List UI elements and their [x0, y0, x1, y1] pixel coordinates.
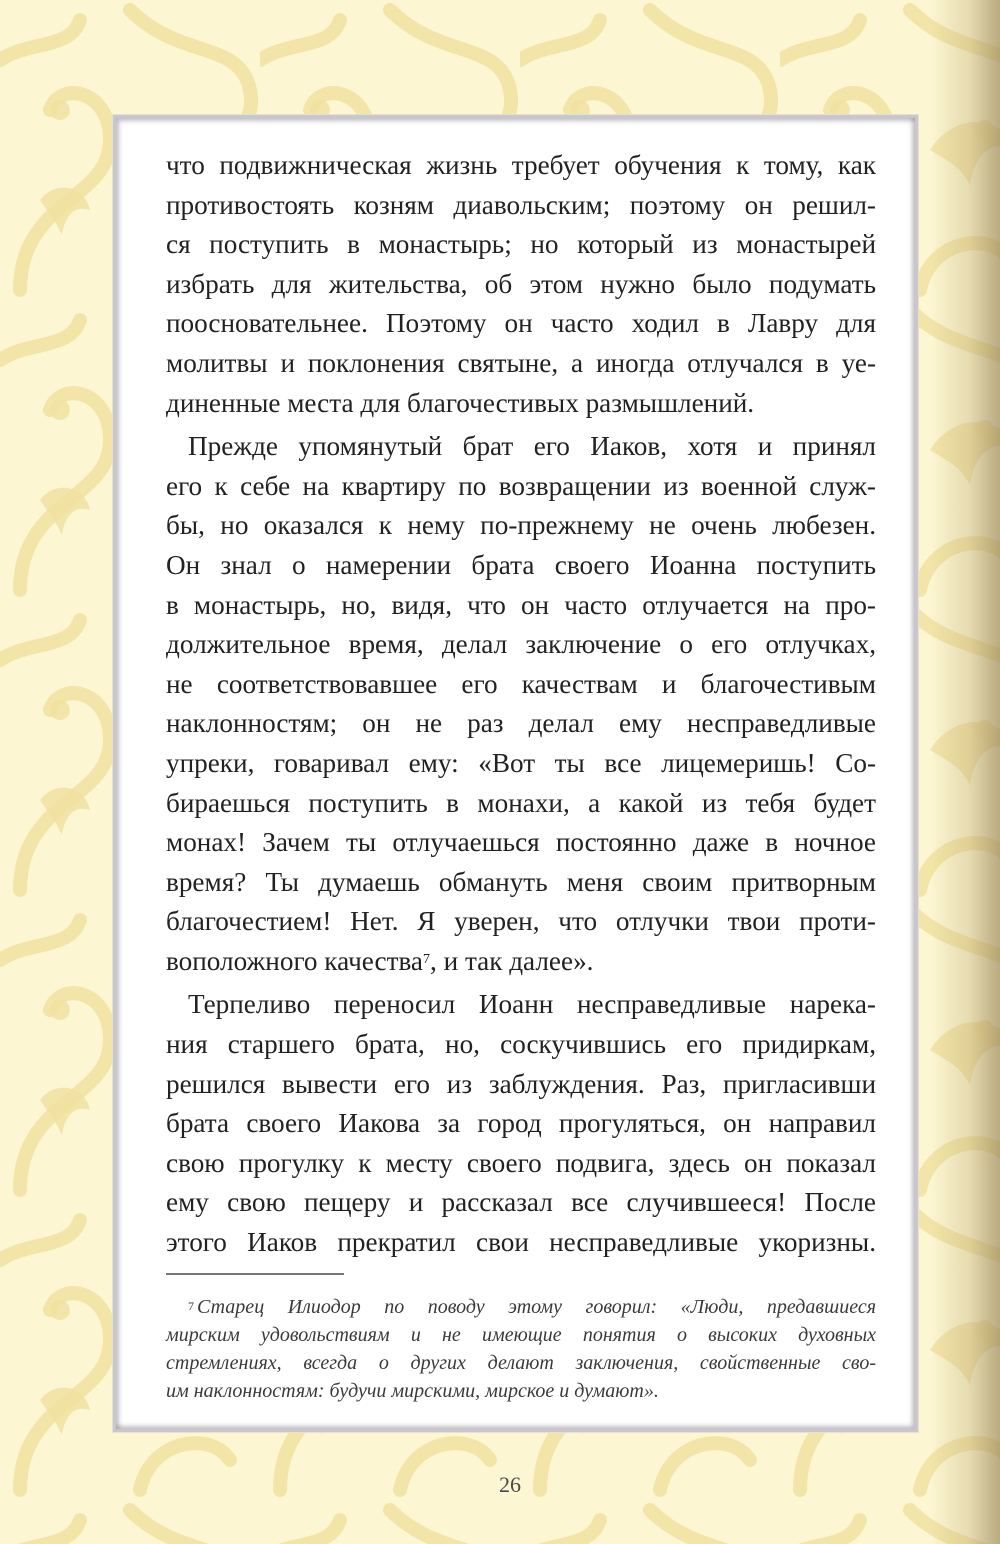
text-line: брата своего Иакова за город прогуляться, он направил: [166, 1108, 876, 1139]
text-line-with-footnote-ref: [166, 942, 876, 982]
page-gutter-shadow: [930, 0, 1000, 1544]
text-fragment: Старец Илиодор по поводу этому говорил: «Люди, предавшиеся: [197, 1295, 876, 1318]
footnote-line: им наклонностям: будучи мирскими, мирское и думают».: [166, 1379, 659, 1402]
text-line: упреки, говаривал ему: «Вот ты все лицемеришь! Со-: [166, 747, 876, 778]
text-line: Он знал о намерении брата своего Иоанна поступить: [166, 549, 876, 580]
text-fragment: воположного качества: [166, 945, 423, 976]
text-line: его к себе на квартиру по возвращении из военной служ-: [166, 470, 876, 501]
text-line: молитвы и поклонения святыне, а иногда отлучался в уе-: [166, 347, 876, 378]
text-line: время? Ты думаешь обмануть меня своим притворным: [166, 866, 876, 897]
footnote-line: стремлениях, всегда о других делают заключения, свойственные сво-: [166, 1351, 876, 1374]
footnote-number: 7: [188, 1298, 194, 1313]
text-line: наклонностям; он не раз делал ему несправедливые: [166, 708, 876, 739]
text-line: диненные места для благочестивых размышлений.: [166, 387, 755, 418]
text-line: что подвижническая жизнь требует обучения к тому, как: [166, 150, 876, 180]
text-line: свою прогулку к месту своего подвига, здесь он показал: [166, 1147, 876, 1178]
paragraph-3: [166, 985, 876, 1262]
text-line: ему свою пещеру и рассказал все случившееся! После: [166, 1187, 876, 1218]
text-line: благочестием! Нет. Я уверен, что отлучки твои проти-: [166, 906, 876, 937]
footnote-line: мирским удовольствиям и не имеющие понятия о высоких духовных: [166, 1323, 876, 1346]
footnote: [166, 1293, 876, 1405]
page-body: [166, 146, 876, 1405]
text-line: Прежде упомянутый брат его Иаков, хотя и принял: [188, 431, 876, 462]
paragraph-2: [166, 427, 876, 981]
text-line: противостоять козням диавольским; поэтому он решил-: [166, 189, 876, 220]
text-line: избрать для жительства, об этом нужно было подумать: [166, 268, 876, 299]
text-line: бираешься поступить в монахи, а какой из тебя будет: [166, 787, 876, 818]
text-line: решился вывести его из заблуждения. Раз, пригласивши: [166, 1068, 876, 1099]
text-fragment: , и так далее».: [430, 945, 594, 976]
page-number: 26: [499, 1472, 521, 1497]
text-line: в монастырь, но, видя, что он часто отлучается на про-: [166, 589, 876, 620]
text-line: монах! Зачем ты отлучаешься постоянно даже в ночное: [166, 827, 876, 858]
footnote-divider: [166, 1273, 344, 1275]
text-line: должительное время, делал заключение о его отлучках,: [166, 629, 876, 660]
text-line: Терпеливо переносил Иоанн несправедливые нарека-: [188, 989, 876, 1020]
text-line: этого Иаков прекратил свои несправедливые укоризны.: [166, 1227, 876, 1258]
text-line: поосновательнее. Поэтому он часто ходил в Лавру для: [166, 308, 876, 339]
footnote-reference[interactable]: 7: [423, 951, 430, 967]
text-panel: [113, 115, 918, 1432]
text-line: ся поступить в монастырь; но который из монастырей: [166, 229, 876, 260]
text-line: ния старшего брата, но, соскучившись его придиркам,: [166, 1029, 876, 1060]
text-line: не соответствовавшее его качествам и благочестивым: [166, 668, 876, 699]
footnote-line: [166, 1293, 876, 1321]
text-line: бы, но оказался к нему по-прежнему не очень любезен.: [166, 510, 876, 541]
paragraph-1: [166, 146, 876, 423]
